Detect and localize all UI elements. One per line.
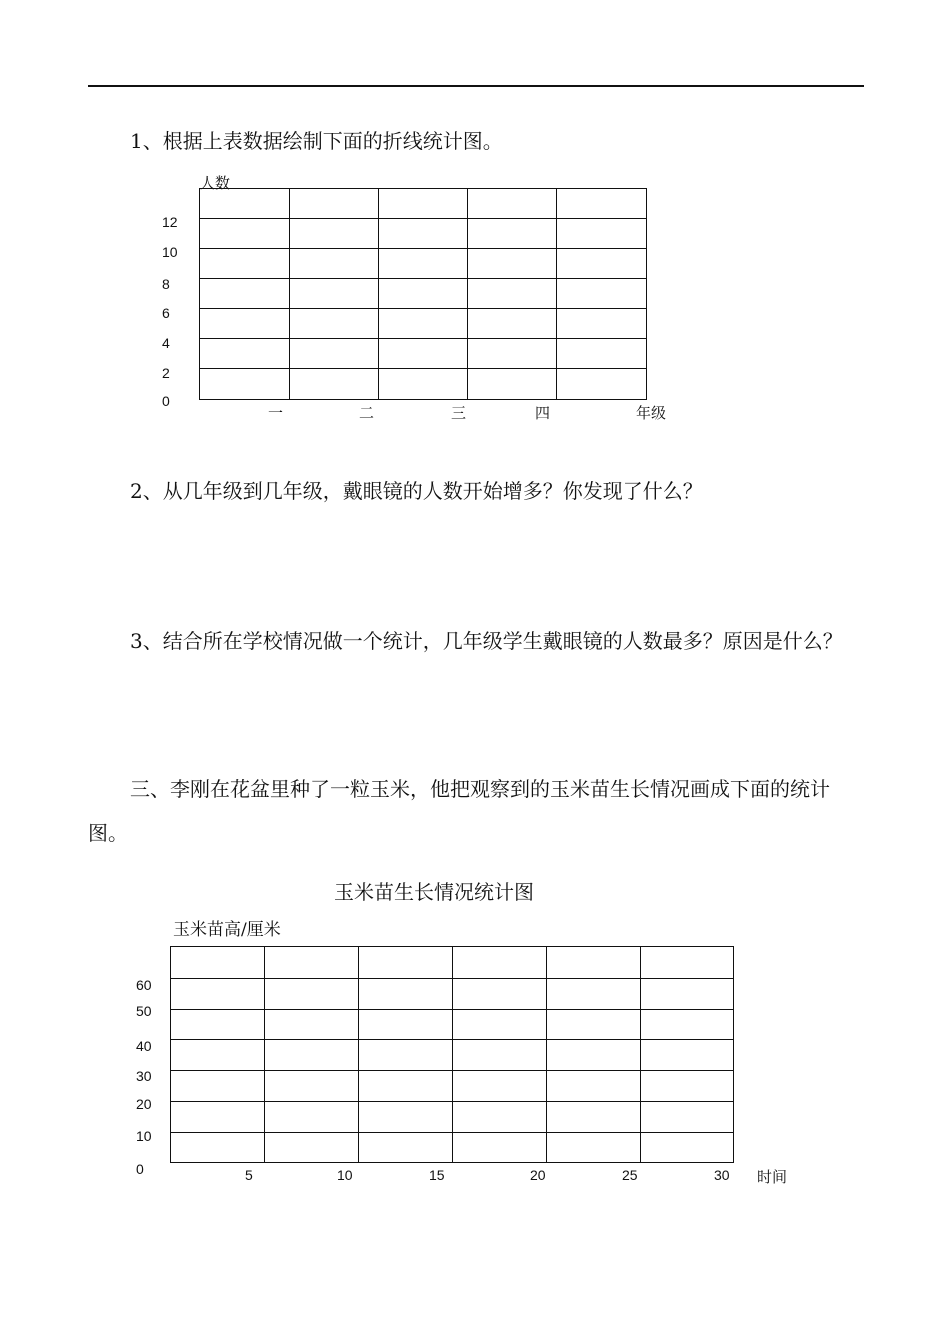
chart1-xlabel: 年级 <box>636 404 667 422</box>
chart1-ytick: 12 <box>162 214 178 230</box>
chart2-xtick: 30 <box>714 1167 730 1183</box>
chart1-ytick: 2 <box>162 365 170 381</box>
header-rule <box>88 85 864 87</box>
chart2-xtick: 25 <box>622 1167 638 1183</box>
chart1-xtick: 一 <box>268 404 284 422</box>
question-2: 2、从几年级到几年级，戴眼镜的人数开始增多？你发现了什么？ <box>130 479 703 503</box>
chart2-xtick: 5 <box>245 1167 253 1183</box>
chart1-xtick: 三 <box>451 404 467 422</box>
chart1-ylabel: 人数 <box>200 174 231 192</box>
chart2-ytick: 10 <box>136 1128 152 1144</box>
chart1-grid <box>199 188 647 400</box>
chart2-ytick: 20 <box>136 1096 152 1112</box>
chart2-ytick: 30 <box>136 1068 152 1084</box>
chart2-xtick: 20 <box>530 1167 546 1183</box>
chart2-xlabel: 时间 <box>757 1168 788 1186</box>
chart1-ytick: 6 <box>162 305 170 321</box>
chart1-xtick: 二 <box>359 404 375 422</box>
chart1-ytick: 0 <box>162 393 170 409</box>
question-1: 1、根据上表数据绘制下面的折线统计图。 <box>130 129 503 153</box>
chart2-ylabel: 玉米苗高/厘米 <box>173 920 281 940</box>
chart1-xtick: 四 <box>535 404 551 422</box>
chart2-ytick: 50 <box>136 1003 152 1019</box>
chart1-ytick: 8 <box>162 276 170 292</box>
chart1-ytick: 4 <box>162 335 170 351</box>
chart2-ytick: 0 <box>136 1161 144 1177</box>
chart2-xtick: 10 <box>337 1167 353 1183</box>
section-3-text: 三、李刚在花盆里种了一粒玉米，他把观察到的玉米苗生长情况画成下面的统计图。 <box>88 777 830 845</box>
chart2-xtick: 15 <box>429 1167 445 1183</box>
chart2-ytick: 60 <box>136 977 152 993</box>
chart2-ytick: 40 <box>136 1038 152 1054</box>
question-3: 3、结合所在学校情况做一个统计，几年级学生戴眼镜的人数最多？原因是什么？ <box>130 629 843 653</box>
chart2-grid <box>170 946 734 1163</box>
chart1-ytick: 10 <box>162 244 178 260</box>
chart2-title: 玉米苗生长情况统计图 <box>334 880 534 904</box>
